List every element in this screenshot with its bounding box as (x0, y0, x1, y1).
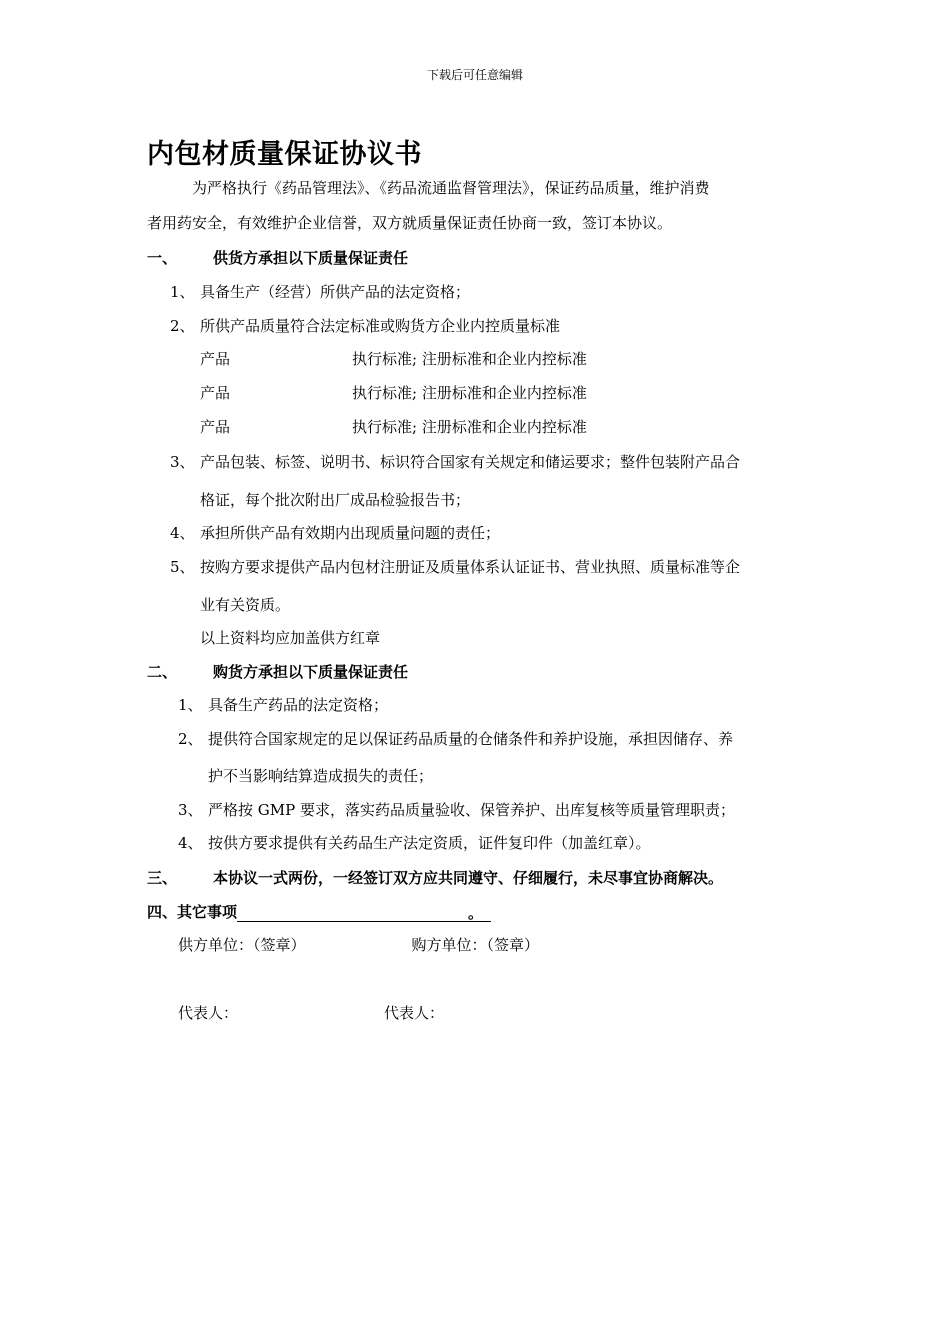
section-2-item-2 (178, 728, 733, 749)
section-4-label: 四、其它事项 (147, 903, 238, 921)
section-2-item-3 (178, 799, 735, 820)
product-row-3 (200, 416, 587, 437)
section-2-number: 二、 (147, 663, 178, 681)
supplier-representative: 代表人： (178, 1004, 239, 1022)
intro-line-1: 为严格执行《药品管理法》、《药品流通监督管理法》，保证药品质量，维护消费 (192, 179, 710, 197)
section-3 (147, 867, 723, 888)
item-number: 3、 (178, 801, 203, 819)
product-row-2 (200, 382, 587, 403)
section-1-item-5-continuation: 业有关资质。 (200, 596, 291, 614)
section-1-heading (147, 247, 408, 268)
section-2-heading (147, 661, 408, 682)
buyer-signature: 购方单位：（签章） (411, 936, 540, 954)
buyer-representative: 代表人： (384, 1004, 445, 1022)
page-header: 下载后可任意编辑 (426, 68, 523, 82)
product-standard: 执行标准; 注册标准和企业内控标准 (352, 418, 587, 436)
section-2-item-2-continuation: 护不当影响结算造成损失的责任； (208, 767, 434, 785)
item-text: 提供符合国家规定的足以保证药品质量的仓储条件和养护设施，承担因储存、养 (208, 730, 734, 748)
section-1-item-3 (170, 451, 740, 472)
item-text: 按供方要求提供有关药品生产法定资质，证件复印件（加盖红章）。 (208, 834, 651, 852)
section-1-title: 供货方承担以下质量保证责任 (213, 249, 409, 267)
section-1-item-1 (170, 281, 470, 302)
item-number: 3、 (170, 453, 195, 471)
intro-line-2: 者用药安全，有效维护企业信誉，双方就质量保证责任协商一致，签订本协议。 (147, 214, 673, 232)
product-label: 产品 (200, 418, 231, 436)
item-number: 2、 (170, 317, 195, 335)
section-2-item-4 (178, 832, 651, 853)
section-3-number: 三、 (147, 869, 178, 887)
product-label: 产品 (200, 350, 231, 368)
other-matters-blank (237, 905, 491, 922)
item-number: 4、 (178, 834, 203, 852)
document-title: 内包材质量保证协议书 (147, 139, 422, 170)
item-text: 具备生产（经营）所供产品的法定资格； (200, 283, 471, 301)
section-2-title: 购货方承担以下质量保证责任 (213, 663, 409, 681)
section-1-item-2 (170, 315, 560, 336)
item-text: 产品包装、标签、说明书、标识符合国家有关规定和储运要求；整件包装附产品合 (200, 453, 741, 471)
item-number: 1、 (170, 283, 195, 301)
section-3-text: 本协议一式两份，一经签订双方应共同遵守、仔细履行，未尽事宜协商解决。 (213, 869, 724, 887)
item-text: 承担所供产品有效期内出现质量问题的责任； (200, 524, 501, 542)
representative-row (178, 1002, 444, 1023)
signature-row (178, 934, 539, 955)
item-text: 按购方要求提供产品内包材注册证及质量体系认证证书、营业执照、质量标准等企 (200, 558, 741, 576)
item-number: 4、 (170, 524, 195, 542)
product-standard: 执行标准; 注册标准和企业内控标准 (352, 350, 587, 368)
item-text: 所供产品质量符合法定标准或购货方企业内控质量标准 (200, 317, 561, 335)
section-1-item-4 (170, 522, 500, 543)
item-number: 1、 (178, 696, 203, 714)
item-text: 具备生产药品的法定资格； (208, 696, 389, 714)
section-1-note: 以上资料均应加盖供方红章 (200, 629, 381, 647)
section-1-item-5 (170, 556, 740, 577)
supplier-signature: 供方单位：（签章） (178, 936, 306, 954)
product-label: 产品 (200, 384, 231, 402)
product-row-1 (200, 348, 587, 369)
section-1-number: 一、 (147, 249, 178, 267)
item-text: 严格按 GMP 要求，落实药品质量验收、保管养护、出库复核等质量管理职责； (208, 801, 735, 819)
section-2-item-1 (178, 694, 388, 715)
section-4 (147, 901, 491, 922)
product-standard: 执行标准; 注册标准和企业内控标准 (352, 384, 587, 402)
section-4-end: 。 (468, 904, 484, 922)
item-number: 2、 (178, 730, 203, 748)
section-1-item-3-continuation: 格证，每个批次附出厂成品检验报告书； (200, 491, 471, 509)
item-number: 5、 (170, 558, 195, 576)
